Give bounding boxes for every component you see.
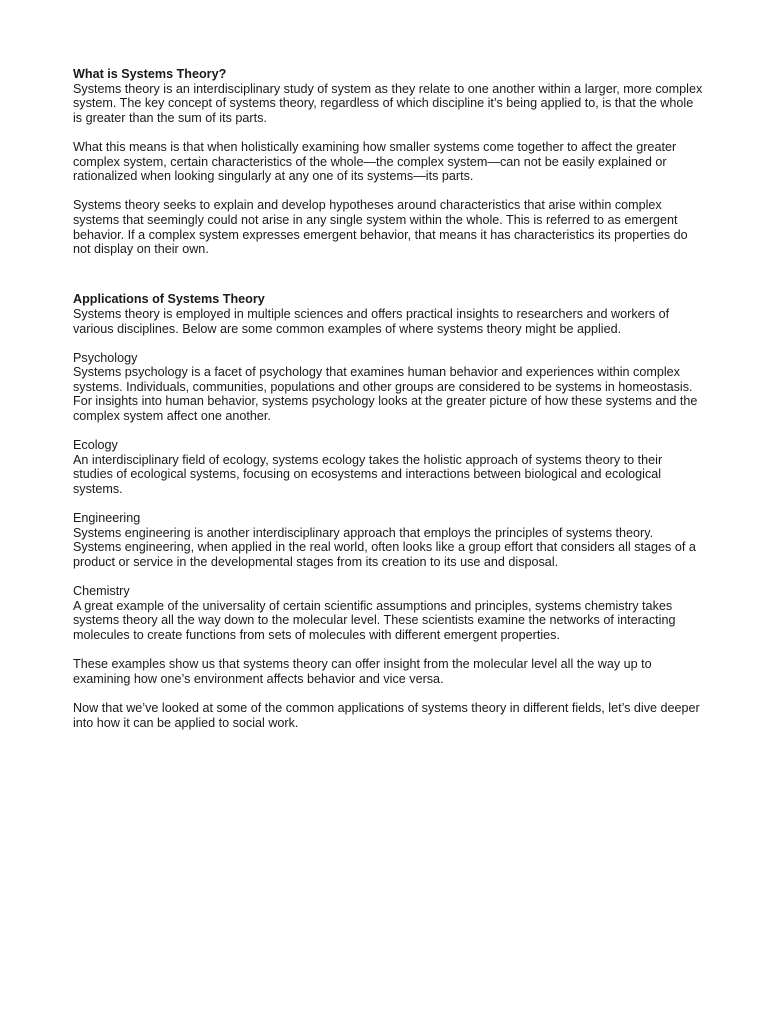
paragraph: Systems psychology is a facet of psychology that examines human behavior and experiences within complex systems. Individuals, communities, populations and other groups are considered to be systems in homeostasis. For insights into human behavior, systems psychology looks at the greater picture of how these systems and the complex system affect one another. [73,365,698,424]
paragraph: An interdisciplinary field of ecology, systems ecology takes the holistic approach of systems theory to their studies of ecological systems, focusing on ecosystems and interactions between biological and ecological systems. [73,452,663,497]
paragraph: Systems engineering is another interdisciplinary approach that employs the principles of systems theory. Systems engineering, when applied in the real world, often looks like a group effort that considers all stages of a product or service in the developmental stages from its creation to its use and disposal. [73,525,696,569]
paragraph: Systems theory is an interdisciplinary study of system as they relate to one another within a larger, more complex system. The key concept of systems theory, regardless of which discipline it’s being applied to, is that the whole is greater than the sum of its parts. [73,81,703,125]
subsection-heading-engineering: Engineering [73,511,141,526]
section-heading-what-is-systems-theory: What is Systems Theory? [73,67,227,81]
subsection-heading-ecology: Ecology [73,438,118,453]
paragraph: What this means is that when holistically examining how smaller systems come together to affect the greater complex system, certain characteristics of the whole—the complex system—can not be easily explained or rationalized when looking singularly at any one of its systems—its parts. [73,139,677,184]
paragraph: Systems theory seeks to explain and develop hypotheses around characteristics that arise within complex systems that seemingly could not arise in any single system within the whole. This is referred to as emergent behavior. If a complex system expresses emergent behavior, that means it has characteristics its properties do not display on their own. [73,198,688,257]
paragraph: A great example of the universality of certain scientific assumptions and principles, systems chemistry takes systems theory all the way down to the molecular level. These scientists examine the networks of interacting molecules to create functions from sets of molecules with different emergent properties. [73,598,676,642]
document-page [73,67,703,730]
paragraph: Systems theory is employed in multiple sciences and offers practical insights to researchers and workers of various disciplines. Below are some common examples of where systems theory might be applied. [73,306,670,336]
paragraph: Now that we’ve looked at some of the common applications of systems theory in different fields, let’s dive deeper into how it can be applied to social work. [73,700,700,730]
paragraph: These examples show us that systems theory can offer insight from the molecular level all the way up to examining how one’s environment affects behavior and vice versa. [73,657,652,686]
subsection-heading-psychology: Psychology [73,350,138,365]
subsection-heading-chemistry: Chemistry [73,584,130,599]
section-heading-applications: Applications of Systems Theory [73,292,265,307]
